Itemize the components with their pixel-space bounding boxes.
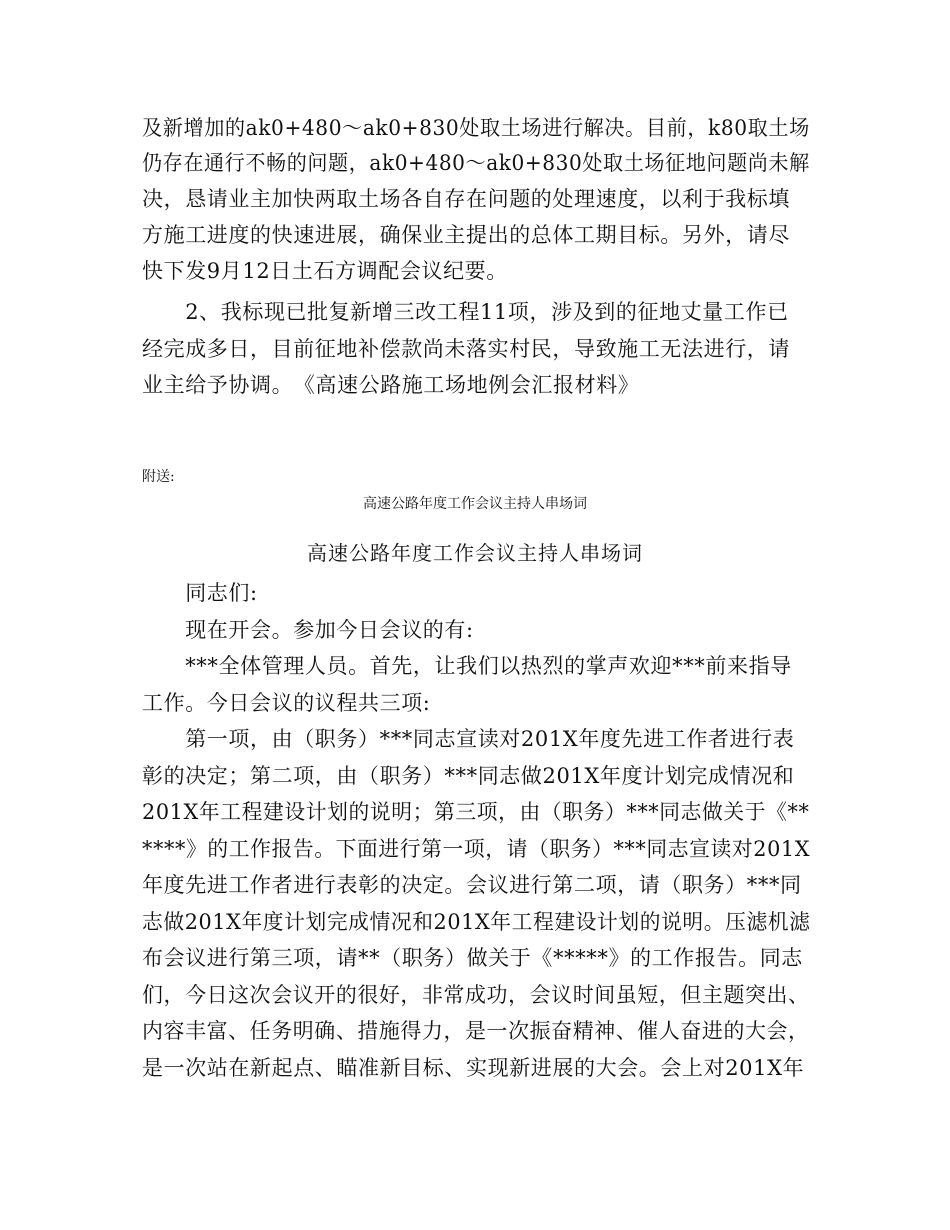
attachment-small-title: 高速公路年度工作会议主持人串场词 xyxy=(363,496,587,512)
paragraph-line: 志做201X年度计划完成情况和201X年工程建设计划的说明。压滤机滤 xyxy=(142,910,811,934)
paragraph-line: 2、我标现已批复新增三改工程11项，涉及到的征地丈量工作已 xyxy=(142,300,789,324)
paragraph-line: 201X年工程建设计划的说明；第三项，由（职务）***同志做关于《** xyxy=(142,800,810,824)
paragraph-line: 仍存在通行不畅的问题，ak0+480～ak0+830处取土场征地问题尚未解 xyxy=(142,151,810,175)
paragraph-line: 及新增加的ak0+480～ak0+830处取土场进行解决。目前，k80取土场 xyxy=(142,116,810,140)
paragraph-line: 年度先进工作者进行表彰的决定。会议进行第二项，请（职务）***同 xyxy=(142,873,802,897)
paragraph-line: 们，今日这次会议开的很好，非常成功，会议时间虽短，但主题突出、 xyxy=(142,983,810,1007)
paragraph-line: 内容丰富、任务明确、措施得力，是一次振奋精神、催人奋进的大会， xyxy=(142,1019,810,1043)
paragraph-line: 业主给予协调。 《高速公路施工场地例会汇报材料》 xyxy=(142,373,640,397)
paragraph-line: 布会议进行第三项，请**（职务）做关于《*****》的工作报告。同志 xyxy=(142,946,803,970)
paragraph-line: 工作。今日会议的议程共三项: xyxy=(142,691,431,715)
attachment-label: 附送: xyxy=(142,469,175,485)
paragraph-line: 方施工进度的快速进展，确保业主提出的总体工期目标。另外，请尽 xyxy=(142,223,790,247)
paragraph-line: 现在开会。参加今日会议的有: xyxy=(142,618,474,642)
paragraph-line: 快下发9月12日土石方调配会议纪要。 xyxy=(142,259,508,283)
paragraph-line: 第一项，由（职务）***同志宣读对201X年度先进工作者进行表 xyxy=(142,727,795,751)
paragraph-line: 同志们: xyxy=(142,581,258,605)
paragraph-line: ****》的工作报告。下面进行第一项，请（职务）***同志宣读对201X xyxy=(142,837,811,861)
paragraph-line: 决，恳请业主加快两取土场各自存在问题的处理速度，以利于我标填 xyxy=(142,187,790,211)
paragraph-line: 经完成多日，目前征地补偿款尚未落实村民，导致施工无法进行，请 xyxy=(142,337,790,361)
paragraph-line: ***全体管理人员。首先，让我们以热烈的掌声欢迎***前来指导 xyxy=(142,654,792,678)
paragraph-line: 是一次站在新起点、瞄准新目标、实现新进展的大会。会上对201X年 xyxy=(142,1056,805,1080)
paragraph-line: 彰的决定；第二项，由（职务）***同志做201X年度计划完成情况和 xyxy=(142,764,795,788)
document-title: 高速公路年度工作会议主持人串场词 xyxy=(307,541,643,565)
